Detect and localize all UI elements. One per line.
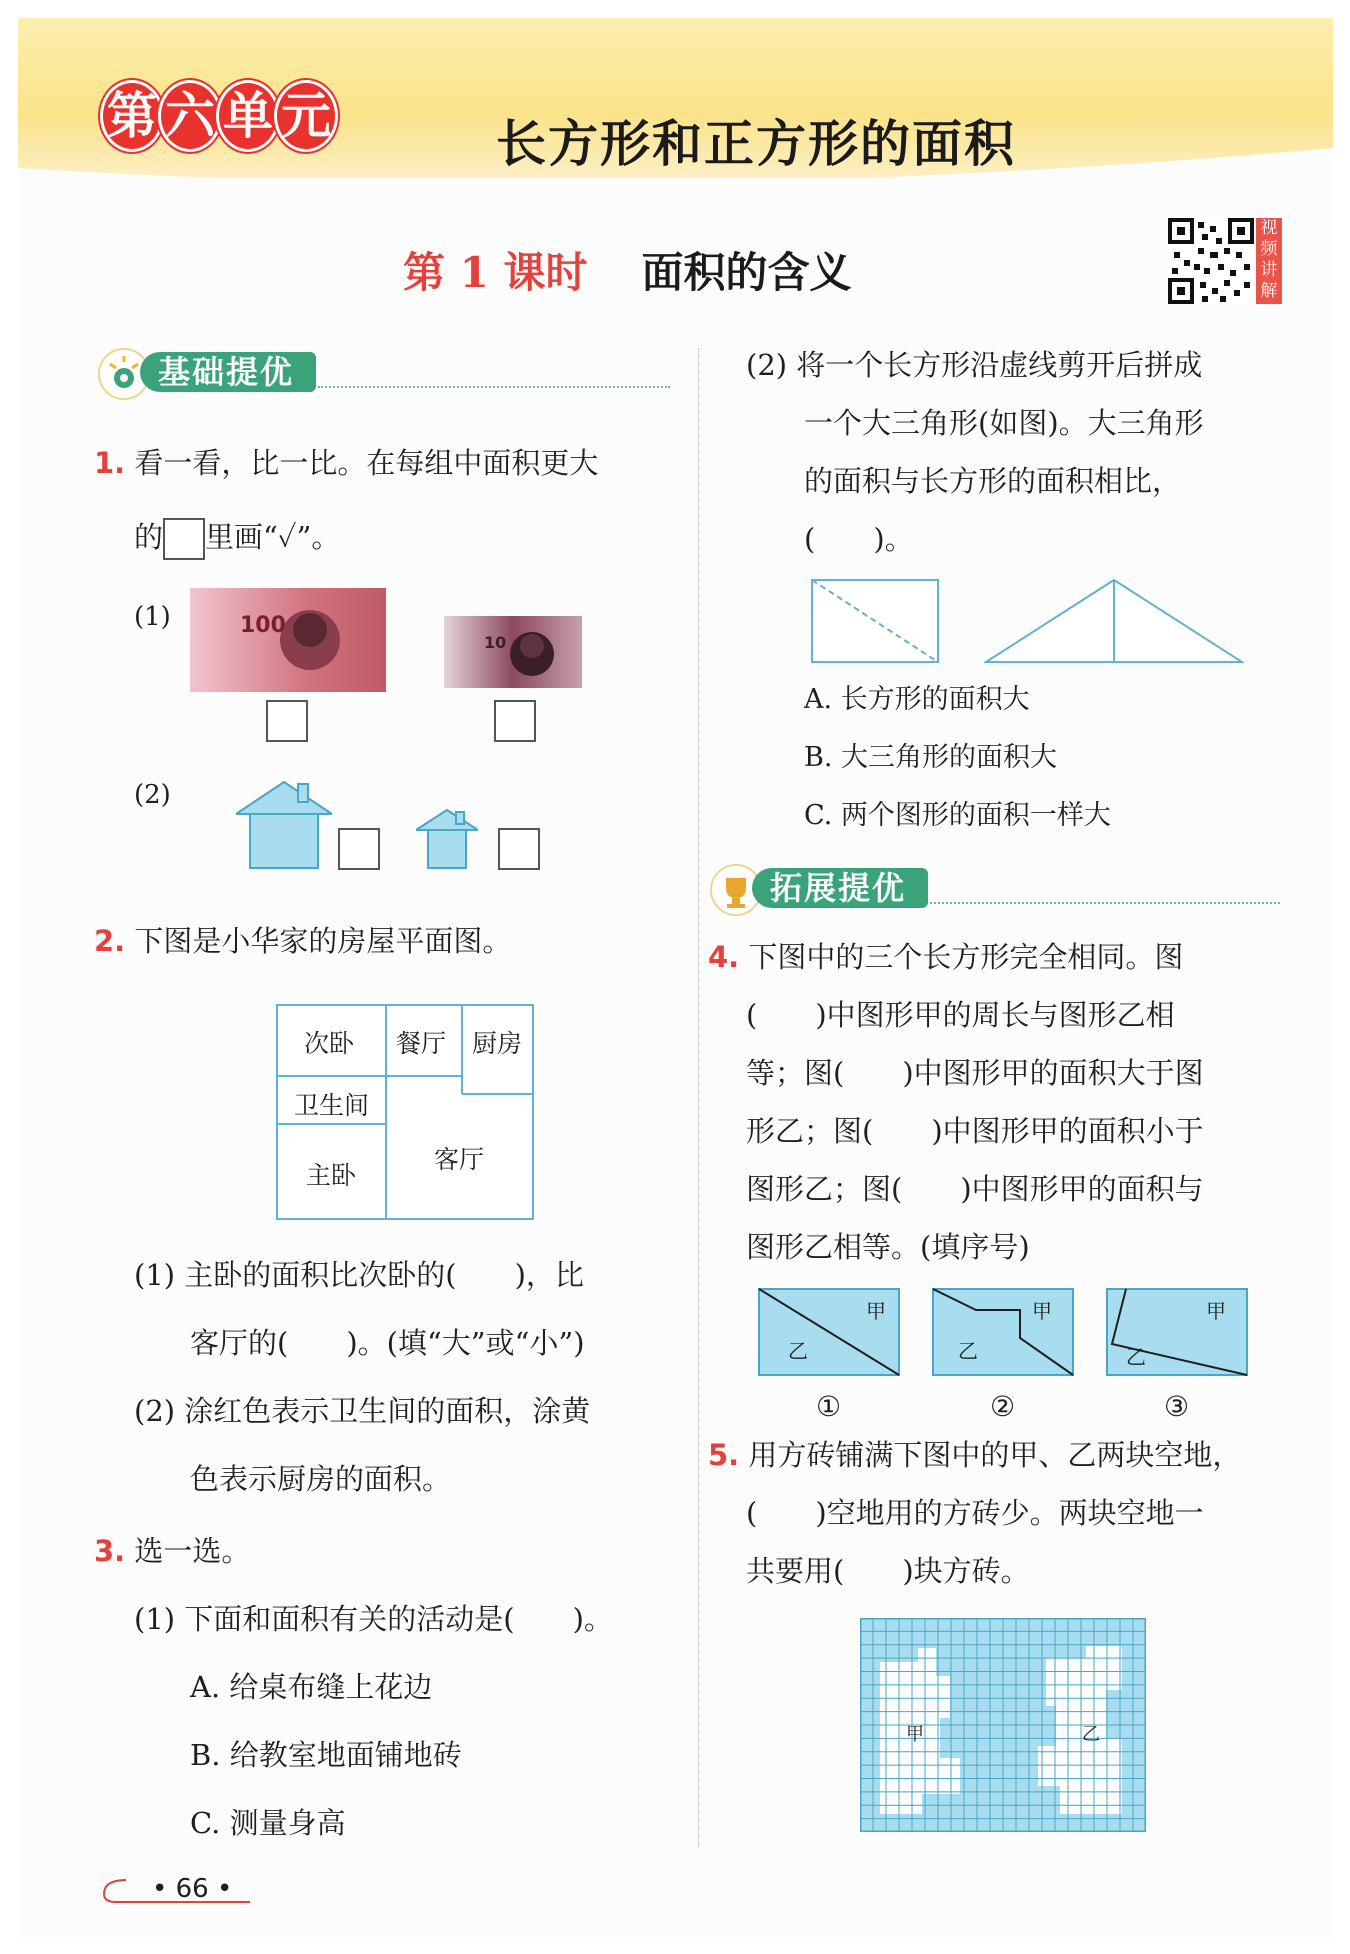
q4-text-0: 下图中的三个长方形完全相同。图 [748, 940, 1184, 974]
banknote-10-value: 10 [484, 633, 507, 652]
q3-p2b: 一个大三角形(如图)。大三角形 [804, 406, 1204, 440]
unit-char: 单 [216, 80, 280, 152]
q5-line1: ( )空地用的方砖少。两块空地一 [746, 1496, 1204, 1530]
q5-number: 5. [708, 1438, 740, 1472]
q3-opt1-a[interactable]: A. 给桌布缝上花边 [190, 1670, 433, 1704]
rect-figure-1 [758, 1288, 900, 1376]
q4-line0 [708, 940, 1183, 975]
unit-char: 元 [274, 80, 338, 152]
qr-tag-char: 视 [1260, 218, 1278, 238]
label-jia: 甲 [866, 1299, 886, 1323]
floor-plan [276, 1004, 534, 1220]
rect-figure-3 [1106, 1288, 1248, 1376]
answer-box-100-note[interactable] [266, 700, 308, 742]
label-yi: 乙 [788, 1339, 808, 1363]
section-basic-label: 基础提优 [140, 352, 316, 392]
lesson-title [403, 240, 851, 300]
q4-line4: 图形乙；图( )中图形甲的面积与 [746, 1172, 1204, 1206]
q2-number: 2. [94, 924, 126, 958]
land-label-jia: 甲 [906, 1724, 924, 1745]
rect-figure-2 [932, 1288, 1074, 1376]
tile-grid-figure [860, 1618, 1146, 1832]
q4-number: 4. [708, 940, 740, 974]
q3-p2d: ( )。 [804, 522, 914, 556]
section-line [930, 902, 1280, 904]
answer-box-big-house[interactable] [338, 828, 380, 870]
rectangle-figure [810, 578, 940, 664]
q2-p2b: 色表示厨房的面积。 [190, 1462, 452, 1496]
q4-line2: 等；图( )中图形甲的面积大于图 [746, 1056, 1204, 1090]
q2-text: 下图是小华家的房屋平面图。 [134, 924, 512, 958]
unit-char: 第 [100, 80, 164, 152]
q5-line2: 共要用( )块方砖。 [746, 1554, 1030, 1588]
q3-p1: (1) 下面和面积有关的活动是( )。 [134, 1602, 613, 1636]
q2-line [94, 924, 511, 959]
answer-box-small-house[interactable] [498, 828, 540, 870]
q1-text-b1: 的 [134, 520, 164, 554]
q2-p1b: 客厅的( )。(填“大”或“小”) [190, 1326, 585, 1360]
q3-opt2-c[interactable]: C. 两个图形的面积一样大 [804, 800, 1111, 831]
q1-number: 1. [94, 446, 126, 480]
q1-text: 看一看，比一比。在每组中面积更大 [134, 446, 599, 480]
page-number: • 66 • [152, 1874, 233, 1904]
lesson-name: 面积的含义 [641, 248, 852, 297]
q3-line [94, 1534, 250, 1569]
figure-label-3: ③ [1164, 1390, 1190, 1423]
q4-line3: 形乙；图( )中图形甲的面积小于 [746, 1114, 1204, 1148]
qr-tag-char: 频 [1260, 239, 1278, 259]
small-house-icon [416, 808, 478, 870]
lesson-number: 第 1 课时 [403, 248, 588, 297]
video-explain-tag[interactable] [1256, 218, 1282, 304]
q1-sub2: (2) [134, 780, 171, 810]
banknote-100-value: 100 [240, 613, 286, 638]
section-extend-label: 拓展提优 [752, 868, 928, 908]
banknote-100-image [190, 588, 386, 692]
q2-p1a: (1) 主卧的面积比次卧的( )，比 [134, 1258, 584, 1292]
qr-tag-char: 讲 [1260, 260, 1278, 280]
q5-text-0: 用方砖铺满下图中的甲、乙两块空地， [748, 1438, 1242, 1472]
section-line [318, 386, 670, 388]
q1-sub1: (1) [134, 602, 171, 632]
section-extend [710, 864, 1280, 910]
figure-label-1: ① [816, 1390, 842, 1423]
label-jia: 甲 [1032, 1299, 1052, 1323]
section-basic [98, 348, 670, 394]
qr-code-icon[interactable] [1168, 218, 1254, 304]
qr-tag-char: 解 [1260, 281, 1278, 301]
unit-char: 六 [158, 80, 222, 152]
label-yi: 乙 [958, 1339, 978, 1363]
column-divider [698, 348, 699, 1848]
banknote-10-image [444, 616, 582, 688]
q3-opt2-b[interactable]: B. 大三角形的面积大 [804, 742, 1058, 773]
unit-badge [100, 80, 332, 152]
unit-title: 长方形和正方形的面积 [496, 115, 1016, 173]
q1-line1 [94, 446, 598, 481]
q3-p2a: (2) 将一个长方形沿虚线剪开后拼成 [746, 348, 1203, 382]
room-ciwo: 次卧 [304, 1029, 355, 1058]
label-yi: 乙 [1126, 1345, 1146, 1369]
land-label-yi: 乙 [1082, 1724, 1100, 1745]
room-keting: 客厅 [434, 1145, 485, 1174]
room-chufang: 厨房 [472, 1029, 523, 1058]
room-weisheng: 卫生间 [294, 1091, 370, 1120]
q3-text: 选一选。 [134, 1534, 251, 1568]
big-house-icon [236, 780, 332, 870]
q3-opt1-b[interactable]: B. 给教室地面铺地砖 [190, 1738, 462, 1772]
room-canting: 餐厅 [396, 1029, 447, 1058]
room-zhuwo: 主卧 [306, 1161, 357, 1190]
q3-number: 3. [94, 1534, 126, 1568]
big-triangle-figure [984, 578, 1244, 664]
q1-text-b2: 里画“✓”。 [205, 520, 341, 554]
page [18, 18, 1333, 1938]
q3-opt1-c[interactable]: C. 测量身高 [190, 1806, 346, 1840]
label-jia: 甲 [1206, 1299, 1226, 1323]
q3-opt2-a[interactable]: A. 长方形的面积大 [804, 684, 1030, 715]
q4-line1: ( )中图形甲的周长与图形乙相 [746, 998, 1175, 1032]
q2-p2a: (2) 涂红色表示卫生间的面积，涂黄 [134, 1394, 591, 1428]
q3-p2c: 的面积与长方形的面积相比， [804, 464, 1182, 498]
check-box-sample [163, 518, 205, 560]
answer-box-10-note[interactable] [494, 700, 536, 742]
q1-line2 [134, 518, 340, 560]
figure-label-2: ② [990, 1390, 1016, 1423]
q4-line5: 图形乙相等。(填序号) [746, 1230, 1030, 1264]
q5-line0 [708, 1438, 1241, 1473]
